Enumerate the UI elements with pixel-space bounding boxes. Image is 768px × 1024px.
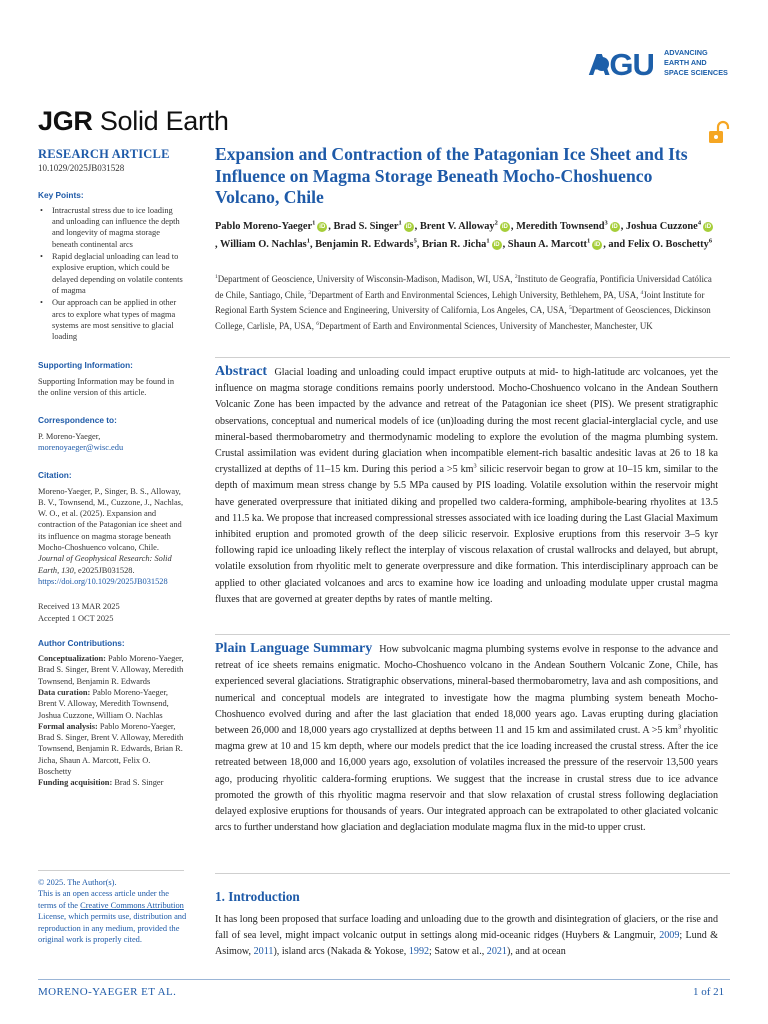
author-affiliation-sup: 1 xyxy=(306,237,310,245)
accepted-date: Accepted 1 OCT 2025 xyxy=(38,613,114,623)
author-affiliation-sup: 1 xyxy=(312,219,316,227)
pls-text: How subvolcanic magma plumbing systems evolve in response to the advance and retreat of ice sheets remains enigmatic. Mocho-Choshuenco volcano in the Andean Southern Volcanic Zone, Chile, has experienced several glaciations. Stratigraphic observations, mineral-based thermobarometry, lava and ash compositions, and numerical and conceptual models are integrated to investigate how the magma plumbing system beneath Mocho-Choshuenco evolved during and after the last glaciation that ended 18,000 years ago. Lavas erupting during glaciation between 26,000 and 18,000 years ago crystallized at depths between 11 and 15 km and assimilated crust. A >5 km xyxy=(215,644,718,737)
license-text-part: License, which permits use, distribution and reproduction in any medium, provided the original work is properly cited. xyxy=(38,912,187,945)
journal-title xyxy=(38,106,229,137)
author-affiliation-sup: 1 xyxy=(398,219,402,227)
author-separator: , xyxy=(510,221,517,232)
pls-text-cont: rhyolitic magma grew at 10 and 15 km depth, where our models predict that the ice loading increased the crustal stress. After the ice retreated between 18,000 and 16,000 years ago, exsolution of volatiles increased the pressure of the reservoir 13,500 years ago, producing rhyolitic caldera-forming eruptions. We suggest that the increase in crustal stress due to ice advance promoted the growth of this rhyolitic magma reservoir and that slow relaxation of crustal stress following deglaciation delayed explosive eruptions for thousands of years. Our integrated approach can be extrapolated to other glaciated volcanic arcs to further understand how glaciation and deglaciation modulate magma flux in the mid-to upper crust. xyxy=(215,725,718,834)
divider-pls xyxy=(215,634,730,635)
affiliation-text: Department of Geoscience, University of Wisconsin-Madison, Madison, WI, USA, xyxy=(217,274,515,284)
contribution-text: Pablo Moreno-Yaeger, Brad S. Singer, Brent V. Alloway, Meredith Townsend, Benjamin R. Edwards, Brian R. Jicha, Shaun A. Marcott, Felix O. Boschetty xyxy=(38,721,184,777)
footer-divider xyxy=(38,979,730,980)
divider-intro xyxy=(215,873,730,874)
affiliation-sup: 5 xyxy=(568,305,572,312)
author-affiliation-sup: 6 xyxy=(708,237,713,245)
article-type: RESEARCH ARTICLE xyxy=(38,147,170,161)
reference-link[interactable]: 2009 xyxy=(659,930,680,942)
author-separator: , and xyxy=(603,238,628,250)
citation-journal: Journal of Geophysical Research: Solid Earth, 130, xyxy=(38,554,172,575)
received-date: Received 13 MAR 2025 xyxy=(38,602,120,612)
orcid-icon[interactable]: iD xyxy=(705,224,712,230)
author-separator: , xyxy=(215,238,221,250)
contribution-label: Funding acquisition: xyxy=(38,778,113,788)
footer-authors: MORENO-YAEGER ET AL. xyxy=(38,986,177,998)
creative-commons-link[interactable]: Creative Commons Attribution xyxy=(80,900,184,910)
intro-text: ; Lund & Asimow, xyxy=(215,930,718,958)
abstract-heading: Abstract xyxy=(215,364,268,379)
contribution-text: Pablo Moreno-Yaeger, Brad S. Singer, Brent V. Alloway, Meredith Townsend, Benjamin R. Edwards xyxy=(38,654,184,686)
author-separator: , xyxy=(502,238,508,250)
correspondence-heading: Correspondence to: xyxy=(38,415,117,426)
key-point: • Our approach can be applied in other arcs to explore what types of magma systems are most sensitive to glacial loading xyxy=(38,297,184,342)
pls-heading: Plain Language Summary xyxy=(215,641,373,656)
correspondence-name: P. Moreno-Yaeger, xyxy=(38,431,101,441)
agu-logo xyxy=(584,44,734,80)
affiliation-sup: 4 xyxy=(640,289,644,296)
author-name: William O. Nachlas xyxy=(220,238,307,250)
author-separator: , xyxy=(309,238,316,250)
author-affiliation-sup: 5 xyxy=(413,237,417,245)
orcid-icon[interactable]: iD xyxy=(493,241,500,248)
reference-link[interactable]: 2021 xyxy=(486,946,507,958)
intro-text: It has long been proposed that surface loading and unloading due to the growth and disintegration of glaciers, or the rise and fall of sea level, might impact volcanic output in settings along mid-oceanic ridges (Huybers & Langmuir, xyxy=(215,914,718,942)
author-name: Joshua Cuzzone xyxy=(625,221,698,232)
author-name: Benjamin R. Edwards xyxy=(315,238,414,250)
correspondence-email-link[interactable]: morenoyaeger@wisc.edu xyxy=(38,442,124,452)
orcid-icon[interactable]: iD xyxy=(405,224,412,230)
journal-title-rest: Solid Earth xyxy=(92,106,229,136)
agu-tagline-2: EARTH AND xyxy=(664,58,707,67)
reference-link[interactable]: 2011 xyxy=(253,946,274,958)
contribution-label: Data curation: xyxy=(38,687,91,697)
author-separator: , xyxy=(620,221,626,232)
contribution-label: Conceptualization: xyxy=(38,654,106,664)
citation-block xyxy=(38,486,184,588)
contribution-item xyxy=(38,687,184,721)
affiliations xyxy=(215,272,718,334)
affiliation-sup: 3 xyxy=(308,289,312,296)
article-doi: 10.1029/2025JB031528 xyxy=(38,163,125,174)
author-contributions-heading: Author Contributions: xyxy=(38,637,125,648)
author-affiliation-sup: 1 xyxy=(486,237,490,245)
page-number: 1 of 21 xyxy=(693,986,725,998)
journal-title-bold: JGR xyxy=(38,106,93,136)
agu-logo-text: AGU xyxy=(588,47,654,80)
intro-text: ), island arcs (Nakada & Yokose, xyxy=(273,946,409,958)
agu-tagline-3: SPACE SCIENCES xyxy=(664,68,728,77)
supporting-info-heading: Supporting Information: xyxy=(38,360,133,371)
license-text xyxy=(38,888,188,945)
author-name: Pablo Moreno-Yaeger xyxy=(215,221,313,232)
introduction-heading: 1. Introduction xyxy=(215,889,300,904)
reference-link[interactable]: 1992 xyxy=(408,946,430,958)
key-point: • Intracrustal stress due to ice loading and unloading can influence the depth and longevity of magma storage beneath continental arcs xyxy=(38,205,184,250)
key-points-heading: Key Points: xyxy=(38,189,84,200)
contribution-label: Formal analysis: xyxy=(38,721,98,731)
abstract-text: Glacial loading and unloading could impact eruptive outputs at mid- to high-latitude arc volcanoes, yet the influence on magma storage conditions remains poorly understood. Mocho-Choshuenco volcano in the Andean Southern Volcanic Zone has been impacted by the advance and retreat of the Patagonian ice sheet (PIS). We present stratigraphic observations, conceptual and numerical models of ice (un)loading during the most recent glacial-interglacial cycle, and use mineral-based thermobarometry and thermodynamic modeling to explore the evolution of the magma plumbing system. Crustal assimilation was evident during glaciation when incompatible element-rich basaltic andesitic lavas at 26 to 18 ka crystallized at depths of 11–15 km. During this period a >5 km xyxy=(215,367,718,476)
contribution-item xyxy=(38,777,184,788)
supporting-info-text: Supporting Information may be found in the online version of this article. xyxy=(38,376,175,398)
author-list xyxy=(215,218,715,254)
author-affiliation-sup: 2 xyxy=(494,219,498,227)
key-points-list xyxy=(38,205,184,343)
author-separator: , xyxy=(414,221,420,232)
author-name: Shaun A. Marcott xyxy=(507,238,587,250)
contribution-text: Brad S. Singer xyxy=(112,778,164,788)
author-affiliation-sup: 3 xyxy=(604,219,608,227)
introduction-text xyxy=(215,912,718,961)
contribution-text: Pablo Moreno-Yaeger, Brent V. Alloway, Meredith Townsend, Joshua Cuzzone, William O. Nachlas xyxy=(38,687,169,720)
license-notice xyxy=(38,877,188,945)
citation-heading: Citation: xyxy=(38,470,72,481)
author-affiliation-sup: 1 xyxy=(586,237,591,245)
contribution-item xyxy=(38,721,184,777)
copyright-text: © 2025. The Author(s). xyxy=(38,878,117,887)
author-affiliation-sup: 4 xyxy=(697,219,702,227)
contribution-item xyxy=(38,653,184,687)
affiliation-text: Department of Geosciences, Dickinson College, Carlisle, PA, USA, xyxy=(215,305,711,331)
orcid-icon[interactable]: iD xyxy=(501,224,508,230)
affiliation-text: Joint Institute for Regional Earth System Science and Engineering, University of California, Los Angeles, CA, USA, xyxy=(215,289,705,316)
author-name: Felix O. Boschetty xyxy=(627,238,709,250)
abstract-superscript: 3 xyxy=(473,462,477,470)
agu-tagline-1: ADVANCING xyxy=(664,48,708,57)
article-title: Expansion and Contraction of the Patagonian Ice Sheet and Its Influence on Magma Storage Beneath Mocho-Choshuenco Volcano, Chile xyxy=(215,144,688,208)
abstract-text-cont: silicic reservoir began to grow at 10–15 km, similar to the depth of maximum mean stress change by 5.5 MPa caused by PIS loading. Volatile exsolution within the reservoir might have generated overpressure that initiated diking and propelled two caldera-forming, amphibole-bearing rhyolites at 13.5 and 11.5 ka. We propose that increased compressional stresses associated with ice loading during the Last Glacial Maximum inhibited eruption and promoted growth of the deep silicic reservoir. Explosive eruptions from this reservoir 3–5 kyr following rapid ice unloading likely reflect the interplay of viscous relaxation of crustal wallrocks and delayed, but abrupt, volatile exsolution from rhyolitic melt to generate overpressure and dike formation. This interdisciplinary approach can be applied to other glaciated volcanoes and arcs to examine how ice loading and unloading modulate upper crustal magma fluxes that are governed at greater depths by rates of mantle melting. xyxy=(215,464,718,605)
open-access-lock-icon xyxy=(706,120,730,146)
license-text-part: This is an open access article under the terms of the xyxy=(38,889,169,910)
affiliation-sup: 2 xyxy=(514,274,518,281)
affiliation-text: Department of Earth and Environmental Sciences, University of Manchester, Manchester, UK xyxy=(319,320,653,331)
author-separator: , xyxy=(416,238,422,250)
key-point: • Rapid deglacial unloading can lead to explosive eruption, which could be delayed depending on volatile contents of magma xyxy=(38,251,184,296)
affiliation-sup: 1 xyxy=(215,274,218,281)
left-sidebar xyxy=(38,146,184,789)
citation-doi-link[interactable]: https://doi.org/10.1029/2025JB031528 xyxy=(38,576,168,586)
pls-superscript: 3 xyxy=(678,723,682,731)
left-divider xyxy=(38,870,184,871)
author-name: Brian R. Jicha xyxy=(422,238,487,250)
author-name: Meredith Townsend xyxy=(516,221,605,232)
affiliation-sup: 6 xyxy=(316,320,319,327)
affiliation-text: Department of Earth and Environmental Sciences, Lehigh University, Bethlehem, PA, USA, xyxy=(311,289,641,300)
orcid-icon[interactable]: iD xyxy=(319,224,326,230)
orcid-icon[interactable]: iD xyxy=(611,224,618,230)
citation-id: e2025JB031528. xyxy=(75,565,135,575)
intro-text: ; Satow et al., xyxy=(429,946,487,958)
author-name: Brad S. Singer xyxy=(333,221,399,232)
plain-language-summary xyxy=(215,641,718,836)
affiliation-text: Instituto de Geografía, Pontificia Universidad Católica de Chile, Santiago, Chile, xyxy=(215,274,712,300)
citation-text: Moreno-Yaeger, P., Singer, B. S., Alloway, B. V., Townsend, M., Cuzzone, J., Nachlas, W. O., et al. (2025). Expansion and contraction of the Patagonian ice sheet and its influence on magma storage beneath Mocho-Choshuenco volcano, Chile. xyxy=(38,486,184,553)
abstract-section xyxy=(215,364,718,608)
divider-abstract xyxy=(215,357,730,358)
intro-text: ), and at ocean xyxy=(506,946,566,958)
author-separator: , xyxy=(328,221,334,232)
orcid-icon[interactable]: iD xyxy=(594,241,601,248)
author-name: Brent V. Alloway xyxy=(419,221,495,232)
